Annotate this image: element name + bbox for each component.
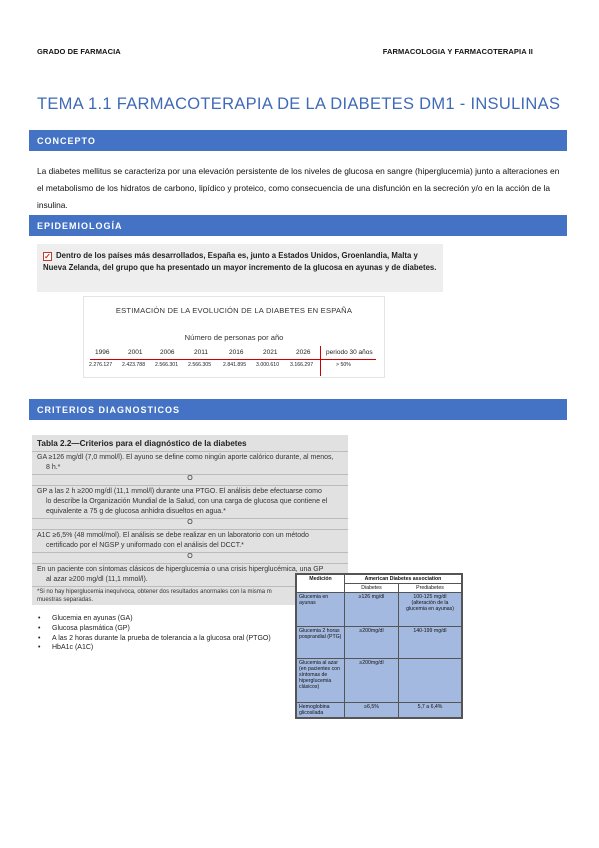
table-cell: 100-125 mg/dl (alteración de la glucemia en ayunas) — [399, 593, 462, 627]
section-criterios: CRITERIOS DIAGNOSTICOS — [29, 399, 567, 420]
year-cell: 2006 — [160, 349, 175, 356]
header-medicion: Medición — [297, 575, 345, 593]
header-left: GRADO DE FARMACIA — [37, 47, 121, 56]
criterio-gp-cont: lo describe la Organización Mundial de la Salud, con una carga de glucosa que contiene el — [46, 498, 328, 505]
table-cell: Hemoglobina glicosilada — [297, 703, 345, 718]
criterio-ga-cont: 8 h.* — [46, 464, 61, 471]
table-cell: 140-199 mg/dl — [399, 627, 462, 659]
value-cell: 3.166.297 — [290, 362, 314, 368]
header-prediabetes: Prediabetes — [399, 584, 462, 593]
section-epidemiologia: EPIDEMIOLOGÍA — [29, 215, 567, 236]
table-cell: ≥200mg/dl — [345, 659, 399, 703]
header-ada: American Diabetes association — [345, 575, 462, 584]
ada-table — [295, 573, 463, 719]
year-cell: 2011 — [194, 349, 208, 356]
year-cell: 1996 — [95, 349, 110, 356]
section-concepto: CONCEPTO — [29, 130, 567, 151]
epidemiologia-note — [37, 244, 443, 292]
criterios-title: Tabla 2.2—Criterios para el diagnóstico de la diabetes — [37, 439, 247, 448]
or-label: O — [187, 475, 193, 482]
value-cell: 3.000.610 — [256, 362, 280, 368]
year-cell: 2026 — [296, 349, 311, 356]
divider — [32, 451, 348, 452]
estimacion-table — [83, 296, 385, 378]
table-cell: ≥126 mg/dl — [345, 593, 399, 627]
checkbox-icon: ✓ — [44, 252, 51, 261]
footnote: *Si no hay hiperglucemia inequívoca, obtener dos resultados anormales con la misma m — [37, 589, 272, 595]
year-cell: 2021 — [263, 349, 278, 356]
page-title: TEMA 1.1 FARMACOTERAPIA DE LA DIABETES DM1 - INSULINAS — [37, 95, 561, 113]
criterio-a1c-cont: certificado por el NGSP y uniformado con el análisis del DCCT.* — [46, 542, 244, 549]
list-item: • HbA1c (A1C) — [35, 643, 271, 653]
divider — [32, 529, 348, 530]
concepto-text: La diabetes mellitus se caracteriza por una elevación persistente de los niveles de glucosa en sangre (hiperglucemia) junto a alteraciones en el metabolismo de los hidratos de carbono, lipídico y proteico, como consecuencia de una disfunción en la secreción y/o en la acción de la insulina. — [37, 166, 560, 210]
table-cell — [399, 659, 462, 703]
header-right: FARMACOLOGIA Y FARMACOTERAPIA II — [382, 47, 533, 56]
estimacion-title: ESTIMACIÓN DE LA EVOLUCIÓN DE LA DIABETES EN ESPAÑA — [115, 306, 353, 315]
year-cell: periodo 30 años — [326, 349, 373, 356]
estimacion-subtitle: Número de personas por año — [184, 333, 284, 342]
criterio-a1c: A1C ≥6,5% (48 mmol/mol). El análisis se debe realizar en un laboratorio con un método — [37, 532, 309, 539]
footnote-cont: muestras separadas. — [37, 597, 94, 603]
table-cell: ≥6,5% — [345, 703, 399, 718]
table-cell: 5,7 a 6,4% — [399, 703, 462, 718]
criterio-azar-cont: al azar ≥200 mg/dl (11,1 mmol/l). — [46, 576, 148, 583]
value-cell: 2.276.127 — [89, 362, 113, 368]
table-cell: Glucemia 2 horas posprandial (PTG) — [297, 627, 345, 659]
year-cell: 2001 — [128, 349, 143, 356]
list-item: • A las 2 horas durante la prueba de tolerancia a la glucosa oral (PTGO) — [35, 634, 271, 644]
epidemiologia-note-text: Dentro de los países más desarrollados, España es, junto a Estados Unidos, Groenlandia, Malta y Nueva Zelanda, del grupo que ha presentado un mayor incremento de la glucosa en ayunas y de diabetes. — [43, 251, 437, 272]
divider — [90, 359, 376, 360]
list-item: • Glucemia en ayunas (GA) — [35, 614, 271, 624]
table-cell: ≥200mg/dl — [345, 627, 399, 659]
header-diabetes: Diabetes — [345, 584, 399, 593]
value-cell: > 50% — [336, 362, 351, 368]
value-cell: 2.566.305 — [188, 362, 212, 368]
criterio-gp-cont: equivalente a 75 g de glucosa anhidra disueltos en agua.* — [46, 508, 226, 515]
divider — [32, 485, 348, 486]
or-label: O — [187, 553, 193, 560]
year-cell: 2016 — [229, 349, 244, 356]
estimacion-values-row — [84, 362, 384, 374]
criterio-ga: GA ≥126 mg/dl (7,0 mmol/l). El ayuno se define como ningún aporte calórico durante, al menos, — [37, 454, 334, 461]
list-item: • Glucosa plasmática (GP) — [35, 624, 271, 634]
value-cell: 2.841.895 — [223, 362, 247, 368]
criterio-azar: En un paciente con síntomas clásicos de hiperglucemia o una crisis hiperglucémica, una GP — [37, 566, 324, 573]
criterio-gp: GP a las 2 h ≥200 mg/dl (11,1 mmol/l) durante una PTGO. El análisis debe efectuarse como — [37, 488, 322, 495]
table-cell: Glucemia en ayunas — [297, 593, 345, 627]
divider — [32, 563, 348, 564]
table-cell: Glucemia al azar (en pacientes con síntomas de hiperglucemia clásicos) — [297, 659, 345, 703]
bullet-list — [35, 614, 271, 653]
value-cell: 2.566.301 — [155, 362, 179, 368]
or-label: O — [187, 519, 193, 526]
value-cell: 2.423.788 — [122, 362, 146, 368]
